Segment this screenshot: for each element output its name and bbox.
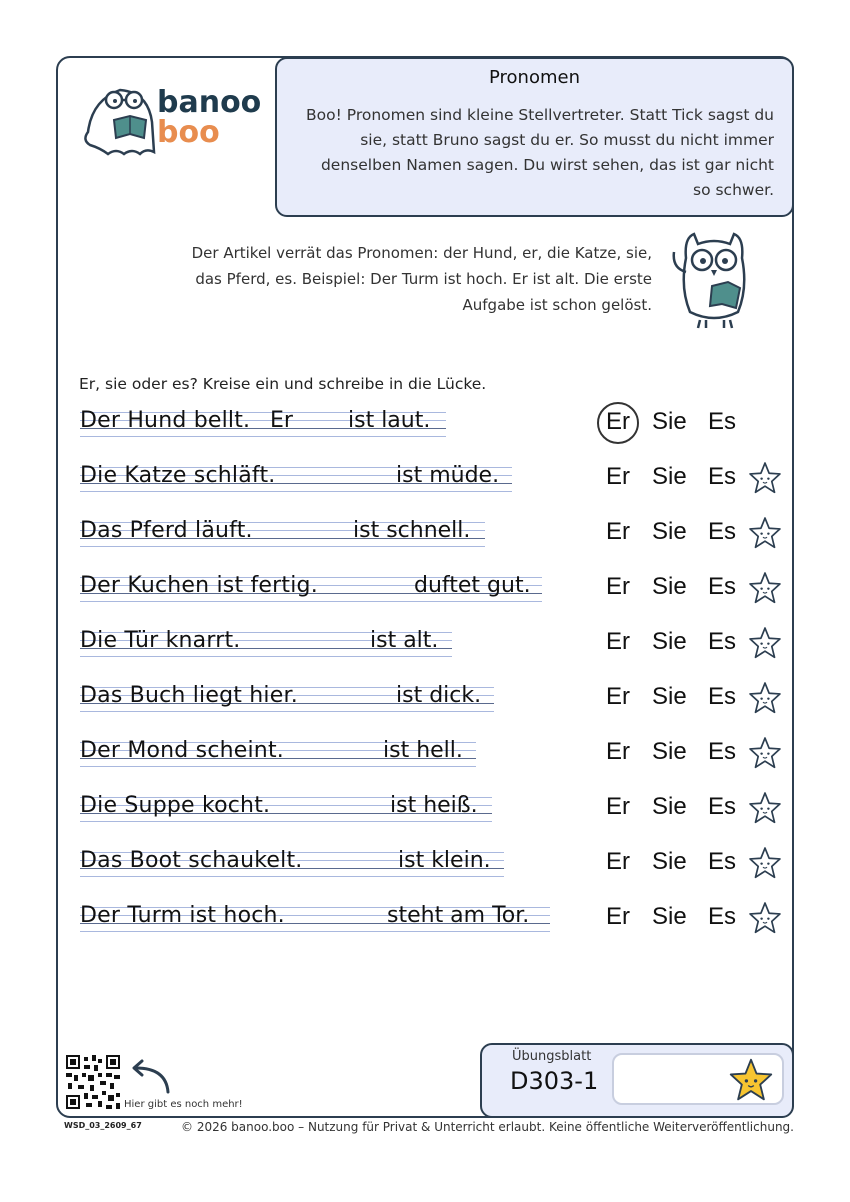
sentence-end: ist hell. <box>383 738 463 763</box>
option-es[interactable]: Es <box>708 903 737 930</box>
option-sie[interactable]: Sie <box>652 793 687 820</box>
option-er[interactable]: Er <box>606 628 630 655</box>
exercise-row <box>0 408 850 463</box>
option-sie[interactable]: Sie <box>652 408 687 435</box>
option-es[interactable]: Es <box>708 408 737 435</box>
option-es[interactable]: Es <box>708 463 737 490</box>
star-icon[interactable] <box>748 516 782 550</box>
sentence-end: ist alt. <box>370 628 439 653</box>
sentence-start: Der Kuchen ist fertig. <box>80 573 318 598</box>
exercise-row <box>0 683 850 738</box>
option-er[interactable]: Er <box>606 573 630 600</box>
option-sie[interactable]: Sie <box>652 683 687 710</box>
option-sie[interactable]: Sie <box>652 573 687 600</box>
star-icon[interactable] <box>748 571 782 605</box>
option-sie[interactable]: Sie <box>652 518 687 545</box>
info-box-text: Boo! Pronomen sind kleine Stellvertreter. Statt Tick sagst du sie, statt Bruno sagst du er. So musst du nicht immer denselben Namen sagen. Du wirst sehen, das ist gar nicht so schwer. <box>306 106 774 199</box>
option-es[interactable]: Es <box>708 518 737 545</box>
exercise-row <box>0 738 850 793</box>
sentence-end: duftet gut. <box>414 573 531 598</box>
exercise-row <box>0 793 850 848</box>
sentence-end: ist dick. <box>396 683 482 708</box>
star-icon[interactable] <box>748 901 782 935</box>
exercise-row <box>0 903 850 958</box>
option-es[interactable]: Es <box>708 848 737 875</box>
option-sie[interactable]: Sie <box>652 463 687 490</box>
exercise-row <box>0 463 850 518</box>
option-er[interactable]: Er <box>606 793 630 820</box>
selected-option-circle <box>597 402 639 444</box>
sentence-end: steht am Tor. <box>387 903 530 928</box>
star-icon[interactable] <box>748 626 782 660</box>
owl-icon <box>664 228 764 332</box>
logo-wordmark <box>157 85 262 150</box>
score-field <box>612 1053 784 1105</box>
star-icon <box>728 1057 774 1103</box>
worksheet-code: D303-1 <box>510 1067 599 1095</box>
sentence-start: Die Katze schläft. <box>80 463 276 488</box>
qr-caption: Hier gibt es noch mehr! <box>124 1099 243 1110</box>
hint-text: Der Artikel verrät das Pronomen: der Hund, er, die Katze, sie, das Pferd, es. Beispiel: Der Turm ist hoch. Er ist alt. Die erste Aufgabe ist schon gelöst. <box>191 244 652 314</box>
option-er[interactable]: Er <box>606 848 630 875</box>
exercise-row <box>0 573 850 628</box>
sentence-start: Das Boot schaukelt. <box>80 848 303 873</box>
sentence-end: ist müde. <box>396 463 500 488</box>
option-es[interactable]: Es <box>708 628 737 655</box>
sentence-end: ist heiß. <box>390 793 478 818</box>
option-er[interactable]: Er <box>606 903 630 930</box>
sentence-end: ist laut. <box>348 408 431 433</box>
star-icon[interactable] <box>748 736 782 770</box>
worksheet-box <box>480 1043 794 1118</box>
worksheet-label: Übungsblatt <box>512 1049 592 1064</box>
info-box <box>275 57 794 217</box>
sentence-start: Die Suppe kocht. <box>80 793 271 818</box>
exercise-row <box>0 628 850 683</box>
option-er[interactable]: Er <box>606 518 630 545</box>
exercise-row <box>0 848 850 903</box>
sentence-start: Der Turm ist hoch. <box>80 903 285 928</box>
sentence-start: Der Hund bellt. <box>80 408 251 433</box>
option-es[interactable]: Es <box>708 738 737 765</box>
task-instruction: Er, sie oder es? Kreise ein und schreibe in die Lücke. <box>79 375 487 393</box>
answer-gap[interactable]: Er <box>270 408 293 433</box>
sentence-end: ist schnell. <box>353 518 471 543</box>
star-icon[interactable] <box>748 791 782 825</box>
sentence-start: Die Tür knarrt. <box>80 628 241 653</box>
option-es[interactable]: Es <box>708 573 737 600</box>
option-er[interactable]: Er <box>606 463 630 490</box>
option-er[interactable]: Er <box>606 408 630 435</box>
option-er[interactable]: Er <box>606 683 630 710</box>
document-id: WSD_03_2609_67 <box>64 1121 142 1130</box>
copyright-text: © 2026 banoo.boo – Nutzung für Privat & Unterricht erlaubt. Keine öffentliche Weiterveröffentlichung. <box>181 1120 794 1134</box>
curved-arrow-icon <box>126 1058 176 1096</box>
sentence-start: Der Mond scheint. <box>80 738 284 763</box>
star-icon[interactable] <box>748 681 782 715</box>
option-sie[interactable]: Sie <box>652 738 687 765</box>
star-icon[interactable] <box>748 846 782 880</box>
option-es[interactable]: Es <box>708 793 737 820</box>
exercise-row <box>0 518 850 573</box>
option-sie[interactable]: Sie <box>652 848 687 875</box>
option-sie[interactable]: Sie <box>652 628 687 655</box>
sentence-start: Das Pferd läuft. <box>80 518 253 543</box>
sentence-start: Das Buch liegt hier. <box>80 683 298 708</box>
option-es[interactable]: Es <box>708 683 737 710</box>
option-sie[interactable]: Sie <box>652 903 687 930</box>
sentence-end: ist klein. <box>398 848 491 873</box>
option-er[interactable]: Er <box>606 738 630 765</box>
logo-line1: banoo <box>157 85 262 120</box>
star-icon[interactable] <box>748 461 782 495</box>
info-box-title: Pronomen <box>489 67 580 88</box>
qr-code-icon[interactable] <box>66 1055 120 1109</box>
logo-line2: boo <box>157 115 220 150</box>
